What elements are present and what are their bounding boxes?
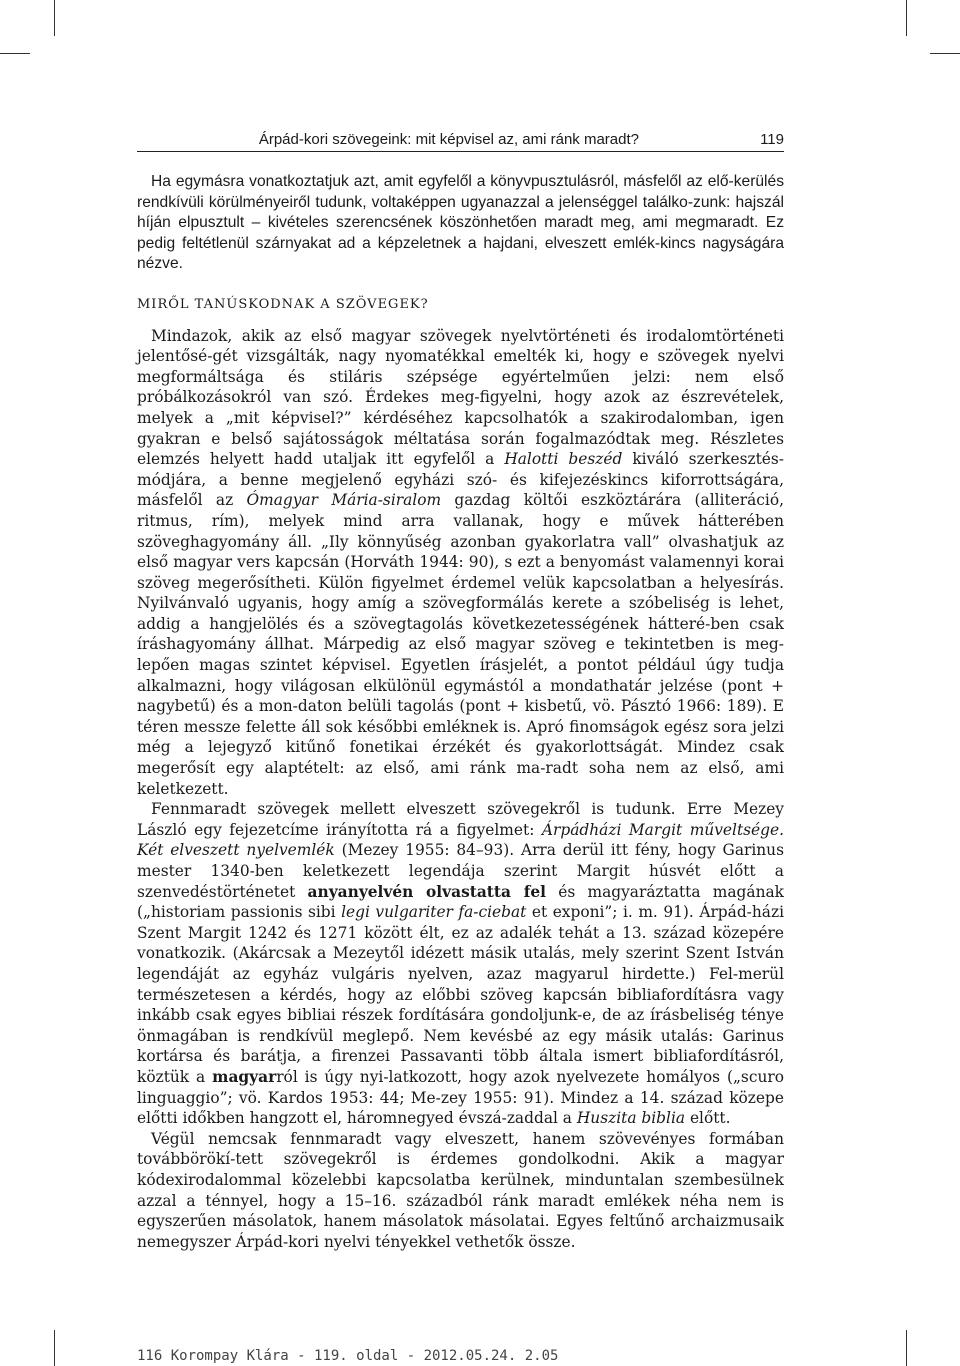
text-span: (Mezey 1955: 84–93). Arra derül itt fény, hogy Garinus mester 1340-ben keletkezett legendája szerint Margit húsvét előtt a szenvedéstörténetet (137, 841, 784, 901)
page-number: 119 (760, 131, 784, 148)
crop-mark (906, 1330, 907, 1366)
italic-title: Ómagyar Mária-siralom (246, 491, 442, 510)
text-span: Mindazok, akik az első magyar szövegek nyelvtörténeti és irodalomtörténeti jelentősé-gét vizsgálták, nagy nyomatékkal emelték ki, hogy e szövegek nyelvi megformáltsága és stiláris szépsége egyértelműen jelzi: nem első próbálkozásokról van szó. Érdekes meg-figyelni, hogy azok az észrevételek, melyek a „mit képvisel?” kérdéséhez kapcsolhatók a szakirodalomban, igen gyakran e belső sajátosságok méltatása során fogalmazódtak meg. Részletes elemzés helyett hadd utaljak itt egyfelől a (137, 326, 784, 469)
body-paragraph (137, 326, 784, 800)
crop-mark (54, 0, 55, 36)
print-footer: 116 Korompay Klára - 119. oldal - 2012.05.24. 2.05 (137, 1348, 559, 1364)
text-span: ról is úgy nyi-latkozott, hogy azok nyelvezete homályos („scuro linguaggio”; vö. Kardos 1953: 44; Me-zey 1955: 91). Mindez a 14. század közepe előtti időkben hangzott el, háromnegyed évszá-zaddal a (137, 1067, 784, 1128)
italic-title: Halotti beszéd (504, 450, 623, 469)
running-title: Árpád-kori szövegeink: mit képvisel az, ami ránk maradt? (258, 131, 639, 148)
text-span: et exponi”; i. m. 91). Árpád-házi Szent Margit 1242 és 1271 között élt, ez az adalék tehát a 13. század közepére vonatkozik. (Akárcsak a Mezeytől idézett másik utalás, mely szerint Szent István legendáját az egyház vulgáris nyelven, azaz magyarul hirdette.) Fel-merül természetesen a kérdés, hogy az előbbi szöveg kapcsán bibliafordításra vagy inkább csak egyes bibliai részek fordítására gondoljunk-e, de az írásbeliség ténye önmagában is rendkívül meglepő. Nem kevésbé az egy másik utalás: Garinus kortársa és barátja, a firenzei Passavanti több általa ismert bibliafordításról, köztük a (137, 903, 785, 1086)
crop-mark (0, 53, 30, 54)
bold-text: magyar (212, 1067, 277, 1086)
intro-text: Ha egymásra vonatkoztatjuk azt, amit egyfelől a könyvpusztulásról, másfelől az elő-kerülés rendkívüli körülményeiről tudunk, voltaképpen ugyanazzal a jelenséggel találko-zunk: hajszál híján elpusztult – kivételes szerencsének köszönhetően maradt meg, ami megmaradt. (137, 173, 784, 232)
bold-text: anyanyelvén olvastatta fel (307, 882, 546, 901)
text-span: előtt. (685, 1109, 731, 1128)
section-heading: MIRŐL TANÚSKODNAK A SZÖVEGEK? (137, 296, 429, 312)
crop-mark (906, 0, 907, 36)
text-span: és magyaráztatta magának („historiam passionis sibi (137, 882, 784, 922)
crop-mark (54, 1330, 55, 1366)
page-body (137, 172, 784, 1252)
intro-text: Ez pedig feltétlenül szárnyakat ad a képzeletnek a hajdani, elveszett emlék-kincs nagyságára nézve. (137, 214, 784, 273)
body-paragraph: Végül nemcsak fennmaradt vagy elveszett, hanem szövevényes formában továbbörökí-tett szövegekről is érdemes gondolkodni. Akik a magyar kódexirodalommal közelebbi kapcsolatba kerülnek, minduntalan szembesülnek azzal a ténnyel, hogy a 15–16. századból ránk maradt emlékek néha nem is egyszerűen másolatok, hanem másolatok másolatai. Egyes feltűnő archaizmusaik nemegyszer Árpád-kori nyelvi tényekkel vethetők össze. (137, 1129, 784, 1251)
italic-title: Huszita biblia (576, 1109, 686, 1128)
body-paragraph (137, 799, 784, 1129)
running-header (137, 131, 784, 152)
italic-title: Árpádházi Margit műveltsége. Két elveszett nyelvemlék (137, 820, 784, 860)
italic-text: legi vulgariter fa-ciebat (341, 903, 527, 922)
crop-mark (930, 53, 960, 54)
text-span: kiváló szerkesztés-módjára, a benne megjelenő egyházi szó- és kifejezéskincs kiforrottságára, másfelől az (137, 450, 784, 510)
text-span: Fennmaradt szövegek mellett elveszett szövegekről is tudunk. Erre Mezey László egy fejezetcíme irányította rá a figyelmet: (137, 800, 784, 839)
text-span: gazdag költői eszköztárára (alliteráció, ritmus, rím), melyek mind arra vallanak, hogy e művek hátterében szöveghagyomány áll. „Ily könnyűség azonban gyakorlatra vall” olvashatjuk az első magyar vers kapcsán (Horváth 1944: 90), s ezt a benyomást valamennyi korai szöveg megerősítheti. Külön figyelmet érdemel velük kapcsolatban a helyesírás. Nyilvánvaló ugyanis, hogy amíg a szövegformálás kerete a szóbeliség is lehet, addig a hangjelölés és a szövegtagolás következetességének hátteré-ben csak íráshagyomány állhat. Márpedig az első magyar szöveg e tekintetben is meg-lepően magas szintet képvisel. Egyetlen írásjelét, a pontot például úgy tudja alkalmazni, hogy világosan elkülönül egymástól a mondathatár jelzése (pont + nagybetű) és a mon-daton belüli tagolás (pont + kisbetű, vö. Pásztó 1966: 189). E téren messze felette áll sok későbbi emléknek is. Apró finomságok egész sora jelzi még a lejegyző kitűnő fonetikai érzékét és gyakorlottságát. Mindez csak megerősít egy alaptételt: az első, ami ránk ma-radt soha nem az első, ami keletkezett. (137, 491, 784, 798)
intro-paragraph (137, 172, 784, 275)
